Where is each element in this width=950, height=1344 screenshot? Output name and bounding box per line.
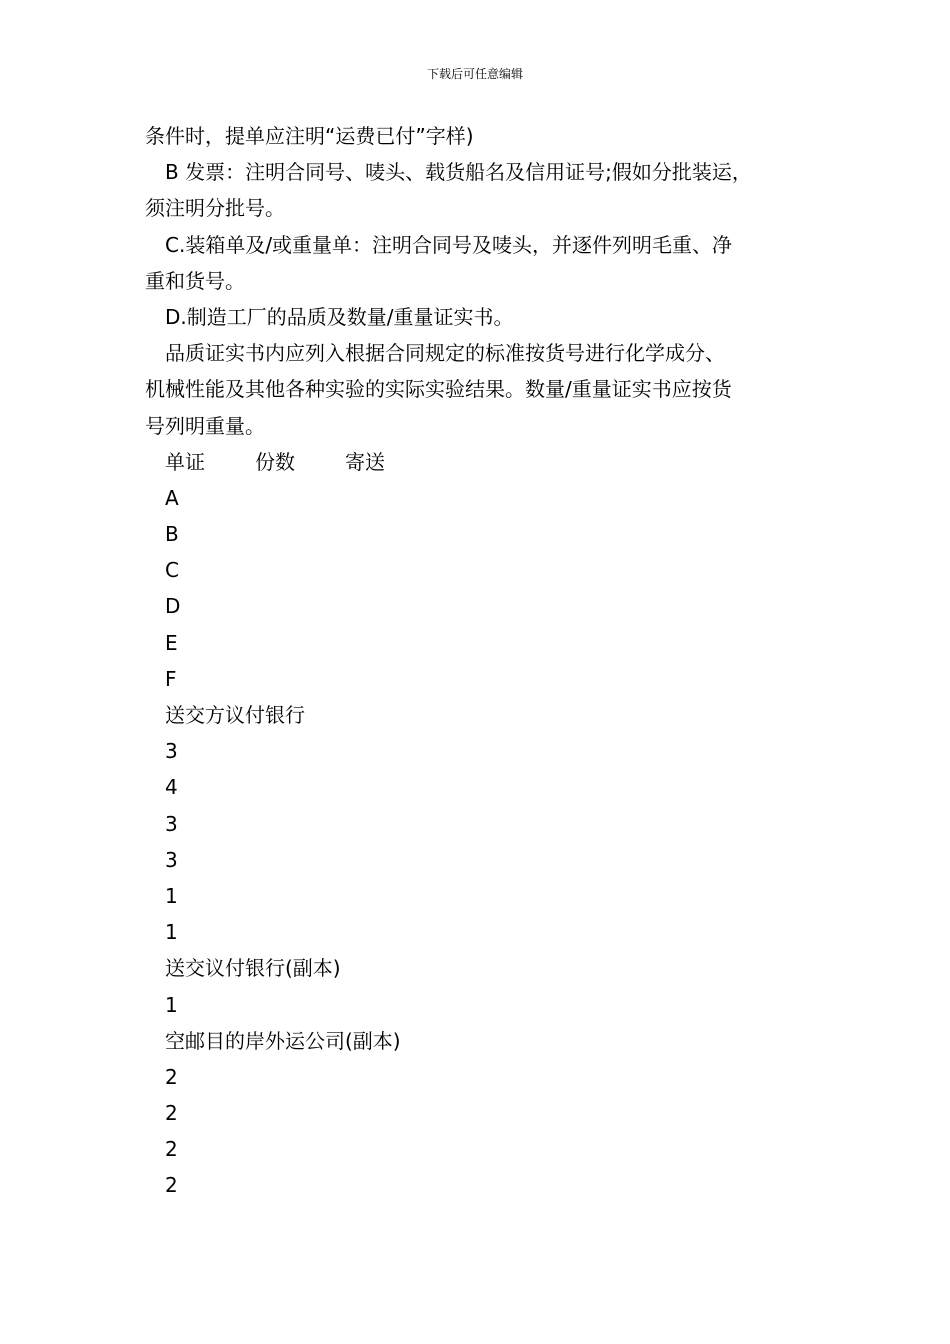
list-item: E [165, 630, 178, 655]
list-item: 1 [165, 992, 178, 1017]
paragraph-line: D.制造工厂的品质及数量/重量证实书。 [165, 304, 514, 329]
paragraph-line: B 发票：注明合同号、唛头、载货船名及信用证号;假如分批装运， [165, 160, 752, 185]
header-send: 寄送 [345, 449, 385, 474]
list-item: 1 [165, 883, 178, 908]
list-item: D [165, 594, 181, 619]
list-item: 3 [165, 811, 178, 836]
paragraph-line: 条件时，提单应注明“运费已付”字样) [145, 124, 474, 148]
paragraph-line: 重和货号。 [145, 268, 245, 293]
list-item: 3 [165, 739, 178, 764]
paragraph-line: C.装箱单及/或重量单：注明合同号及唛头，并逐件列明毛重、净 [165, 232, 733, 257]
page-header-note: 下载后可任意编辑 [426, 67, 523, 81]
list-item: 2 [165, 1137, 178, 1162]
paragraph-line: 须注明分批号。 [145, 196, 285, 221]
list-item: 2 [165, 1173, 178, 1198]
paragraph-line: 机械性能及其他各种实验的实际实验结果。数量/重量证实书应按货 [145, 377, 732, 402]
list-item: C [165, 558, 179, 583]
document-body [145, 118, 825, 1204]
list-item: B [165, 522, 179, 547]
header-doc: 单证 [165, 449, 205, 474]
list-item: 送交方议付银行 [165, 703, 305, 727]
list-item: A [165, 485, 179, 510]
paragraph-line: 号列明重量。 [145, 413, 265, 438]
list-item: 2 [165, 1064, 178, 1089]
table-header-row [145, 444, 825, 480]
list-item: 2 [165, 1101, 178, 1126]
list-item: 3 [165, 847, 178, 872]
list-item: 1 [165, 920, 178, 945]
list-item: 送交议付银行(副本) [165, 956, 341, 981]
header-copies: 份数 [255, 449, 295, 474]
list-item: 4 [165, 775, 178, 800]
list-item: 空邮目的岸外运公司(副本) [165, 1028, 401, 1053]
list-item: F [165, 666, 177, 691]
paragraph-line: 品质证实书内应列入根据合同规定的标准按货号进行化学成分、 [165, 341, 725, 366]
